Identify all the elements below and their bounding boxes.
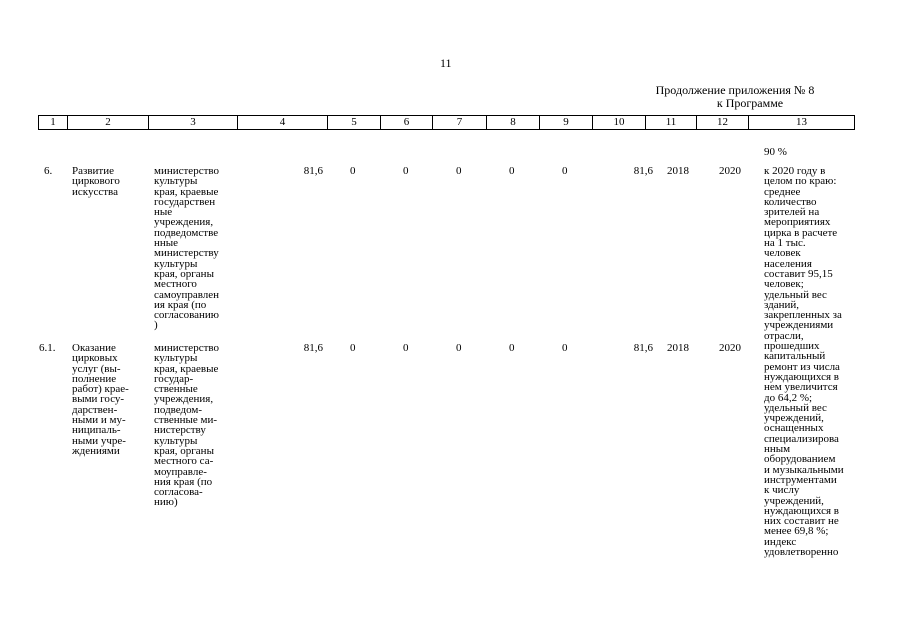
header-cell: 1 [38,115,67,130]
header-cell: 12 [696,115,748,130]
header-cell: 7 [432,115,486,130]
continuation-line-1: Продолжение приложения № 8 [655,83,815,97]
row-number: 6.1. [39,342,56,354]
page-number: 11 [440,56,452,70]
cell-col11: 2018 [667,165,689,177]
header-cell: 10 [592,115,645,130]
cell-col11: 2018 [667,342,689,354]
cell-col9: 0 [562,165,568,177]
header-cell: 9 [539,115,592,130]
cell-col8: 0 [509,165,515,177]
cell-col8: 0 [509,342,515,354]
cell-col10: 81,6 [633,342,653,354]
cell-col12: 2020 [719,342,741,354]
cell-col5: 0 [350,165,356,177]
cell-col6: 0 [403,165,409,177]
row-name: Развитие циркового искусства [72,165,120,198]
continuation-note [640,84,830,110]
col13-top-value: 90 % [764,146,787,158]
header-cell: 8 [486,115,539,130]
header-cell: 11 [645,115,696,130]
continuation-line-2: к Программе [716,96,784,110]
cell-col12: 2020 [719,165,741,177]
col13-indicator-text: к 2020 году в целом по краю: среднее количество зрителей на мероприятиях цирка в расчете на 1 тыс. человек населения составит 95,15 человек; удельный вес зданий, закрепленных за учреждениями отрасли, прошедших капитальный ремонт из числа нуждающихся в нем увеличится до 64,2 %; удельный вес учреждений, оснащенных специализирова нным оборудованием и музыкальными инструментами к числу учреждений, нуждающихся в них составит не менее 69,8 %; индекс удовлетворенно [764,165,844,558]
header-cell: 2 [67,115,148,130]
cell-col9: 0 [562,342,568,354]
row-number: 6. [44,165,53,177]
header-cell: 13 [748,115,855,130]
cell-col5: 0 [350,342,356,354]
cell-col4: 81,6 [303,165,323,177]
row-name: Оказание цирковых услуг (вы- полнение работ) крае- выми госу- дарствен- ными и му- ниципаль- ными учре- ждениями [72,342,129,457]
cell-col4: 81,6 [303,342,323,354]
header-cell: 3 [148,115,237,130]
header-cell: 5 [327,115,380,130]
cell-col10: 81,6 [633,165,653,177]
row-executor: министерство культуры края, краевые государ- ственные учреждения, подведом- ственные ми- нистерству культуры края, органы местного са- моуправле- ния края (по согласова- нию) [154,342,220,509]
header-cell: 4 [237,115,327,130]
row-executor: министерство культуры края, краевые государствен ные учреждения, подведомстве нные министерству культуры края, органы местного самоуправлен ия края (по согласованию ) [154,165,220,332]
header-cell: 6 [380,115,432,130]
cell-col7: 0 [456,165,462,177]
cell-col7: 0 [456,342,462,354]
cell-col6: 0 [403,342,409,354]
